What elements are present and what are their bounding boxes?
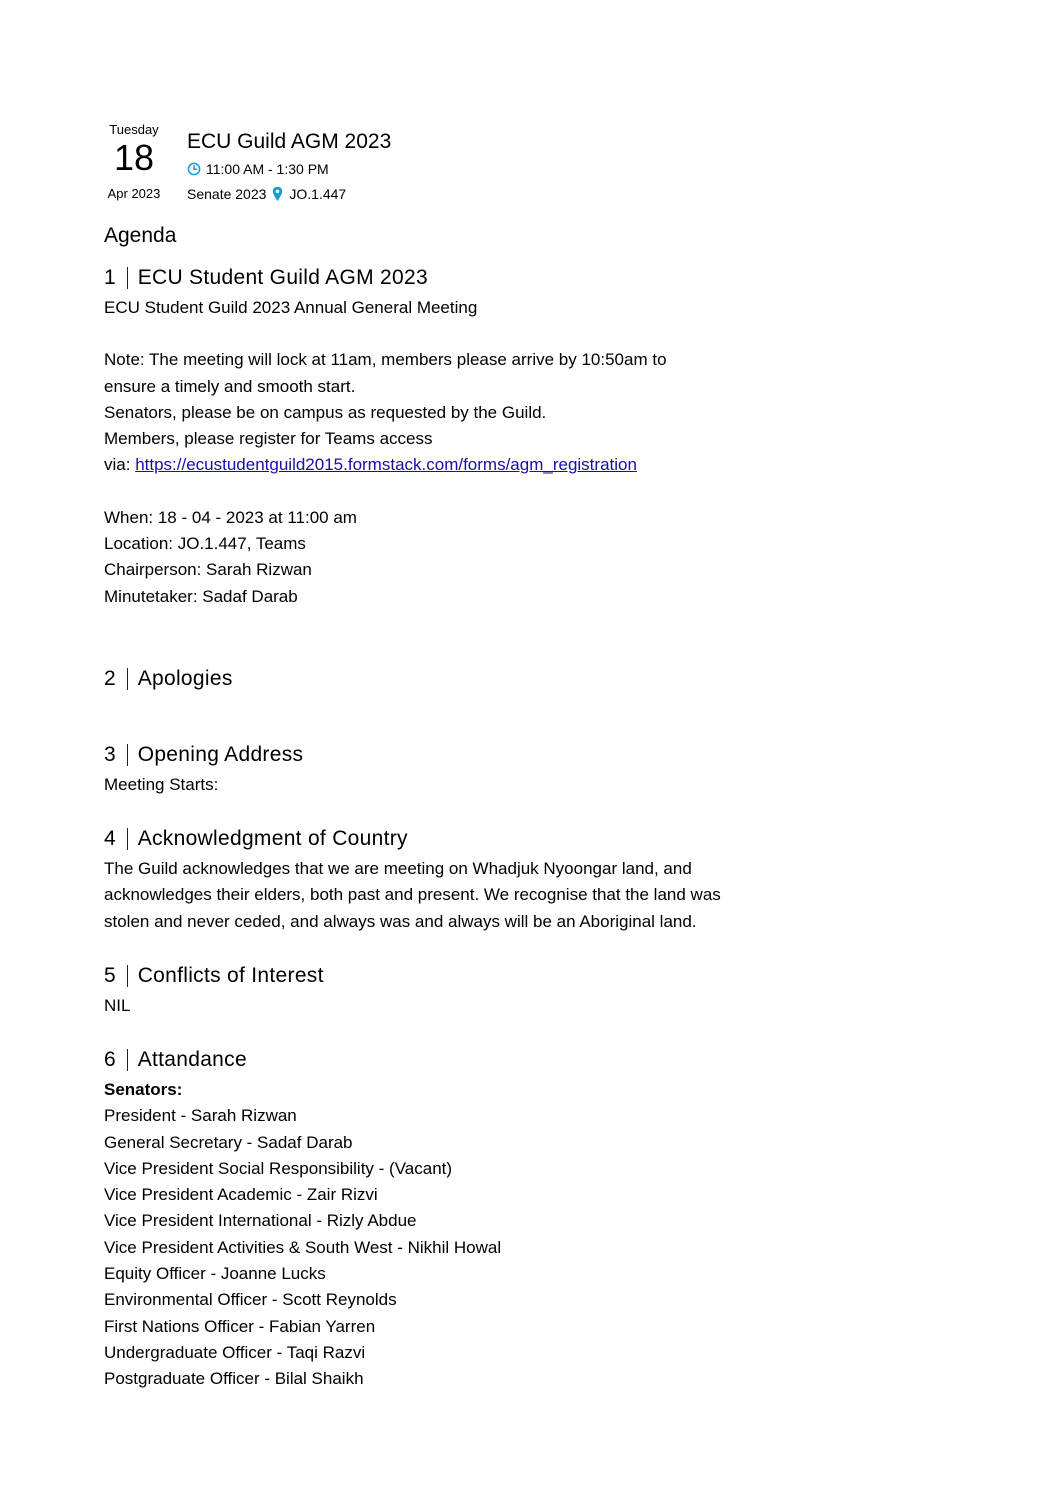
date-month-year: Apr 2023	[107, 186, 161, 201]
map-pin-icon	[272, 186, 283, 202]
agenda-item-heading	[104, 962, 804, 990]
agenda-item-number: 3	[104, 743, 116, 766]
event-room: JO.1.447	[289, 186, 347, 202]
agenda-item-1	[104, 264, 804, 610]
attendee-line: First Nations Officer - Fabian Yarren	[104, 1316, 376, 1336]
registration-line	[104, 452, 804, 478]
detail-line: When: 18 - 04 - 2023 at 11:00 am	[104, 507, 357, 527]
heading-divider	[127, 744, 128, 766]
detail-line: Location: JO.1.447, Teams	[104, 534, 306, 554]
event-time-text: 11:00 AM - 1:30 PM	[206, 161, 329, 177]
attendee-line: Environmental Officer - Scott Reynolds	[104, 1290, 397, 1310]
agenda-item-title: Opening Address	[137, 743, 304, 766]
note-line: Note: The meeting will lock at 11am, members please arrive by 10:50am to	[104, 350, 667, 370]
agenda-item-title: Acknowledgment of Country	[137, 827, 408, 850]
agenda-item-number: 6	[104, 1048, 116, 1071]
body-line: acknowledges their elders, both past and present. We recognise that the land was	[104, 885, 721, 905]
attendee-line: Vice President Academic - Zair Rizvi	[104, 1185, 378, 1205]
body-line: Meeting Starts:	[104, 775, 219, 794]
note-line: Senators, please be on campus as requested by the Guild.	[104, 402, 547, 422]
attendee-line: President - Sarah Rizwan	[104, 1106, 297, 1126]
agenda-item-heading	[104, 741, 804, 769]
date-day-of-week: Tuesday	[109, 122, 159, 137]
item-subtitle: ECU Student Guild 2023 Annual General Meeting	[104, 298, 478, 317]
date-day-number: 18	[113, 137, 155, 178]
agenda-item-6	[104, 1046, 804, 1393]
agenda-item-heading	[104, 1046, 804, 1074]
agenda-item-body	[104, 856, 804, 935]
detail-line: Minutetaker: Sadaf Darab	[104, 586, 298, 606]
agenda-item-title: Conflicts of Interest	[137, 964, 324, 987]
agenda-item-title: ECU Student Guild AGM 2023	[137, 266, 428, 289]
agenda-item-4	[104, 825, 804, 935]
attendee-line: Equity Officer - Joanne Lucks	[104, 1264, 326, 1284]
agenda-item-body	[104, 295, 804, 610]
event-time	[187, 158, 391, 180]
agenda-item-number: 2	[104, 667, 116, 690]
agenda-item-body	[104, 993, 804, 1019]
agenda-item-3	[104, 741, 804, 798]
heading-divider	[127, 668, 128, 690]
agenda-item-5	[104, 962, 804, 1019]
agenda-item-number: 4	[104, 827, 116, 850]
note-line: Members, please register for Teams access	[104, 429, 433, 449]
date-block	[96, 122, 172, 202]
agenda-heading: Agenda	[104, 224, 177, 247]
heading-divider	[127, 828, 128, 850]
heading-divider	[127, 267, 128, 289]
registration-link[interactable]: https://ecustudentguild2015.formstack.com/forms/agm_registration	[135, 455, 637, 475]
note-line: ensure a timely and smooth start.	[104, 376, 356, 396]
agenda-item-heading	[104, 665, 804, 693]
attendee-line: Vice President Social Responsibility - (Vacant)	[104, 1158, 453, 1178]
event-info	[187, 128, 391, 205]
agenda-item-number: 1	[104, 266, 116, 289]
agenda-item-body	[104, 1077, 804, 1393]
agenda-item-number: 5	[104, 964, 116, 987]
event-location	[187, 183, 391, 205]
attendee-line: Vice President International - Rizly Abdue	[104, 1211, 417, 1231]
senators-subheading: Senators:	[104, 1080, 183, 1099]
agenda-item-title: Apologies	[137, 667, 233, 690]
attendee-line: Postgraduate Officer - Bilal Shaikh	[104, 1369, 364, 1389]
body-line: NIL	[104, 996, 131, 1015]
heading-divider	[127, 1049, 128, 1071]
body-line: stolen and never ceded, and always was and always will be an Aboriginal land.	[104, 911, 697, 931]
detail-line: Chairperson: Sarah Rizwan	[104, 560, 312, 580]
event-venue: Senate 2023	[187, 186, 267, 202]
attendee-line: Undergraduate Officer - Taqi Razvi	[104, 1342, 366, 1362]
clock-icon	[187, 162, 201, 176]
agenda-item-body	[104, 772, 804, 798]
via-prefix: via:	[104, 455, 136, 475]
agenda-item-title: Attandance	[137, 1048, 247, 1071]
event-title: ECU Guild AGM 2023	[187, 130, 392, 153]
agenda-item-heading	[104, 825, 804, 853]
heading-divider	[127, 965, 128, 987]
attendee-line: Vice President Activities & South West - Nikhil Howal	[104, 1237, 502, 1257]
attendee-line: General Secretary - Sadaf Darab	[104, 1132, 353, 1152]
body-line: The Guild acknowledges that we are meeting on Whadjuk Nyoongar land, and	[104, 859, 692, 878]
agenda-item-heading	[104, 264, 804, 292]
agenda-item-2	[104, 665, 804, 693]
